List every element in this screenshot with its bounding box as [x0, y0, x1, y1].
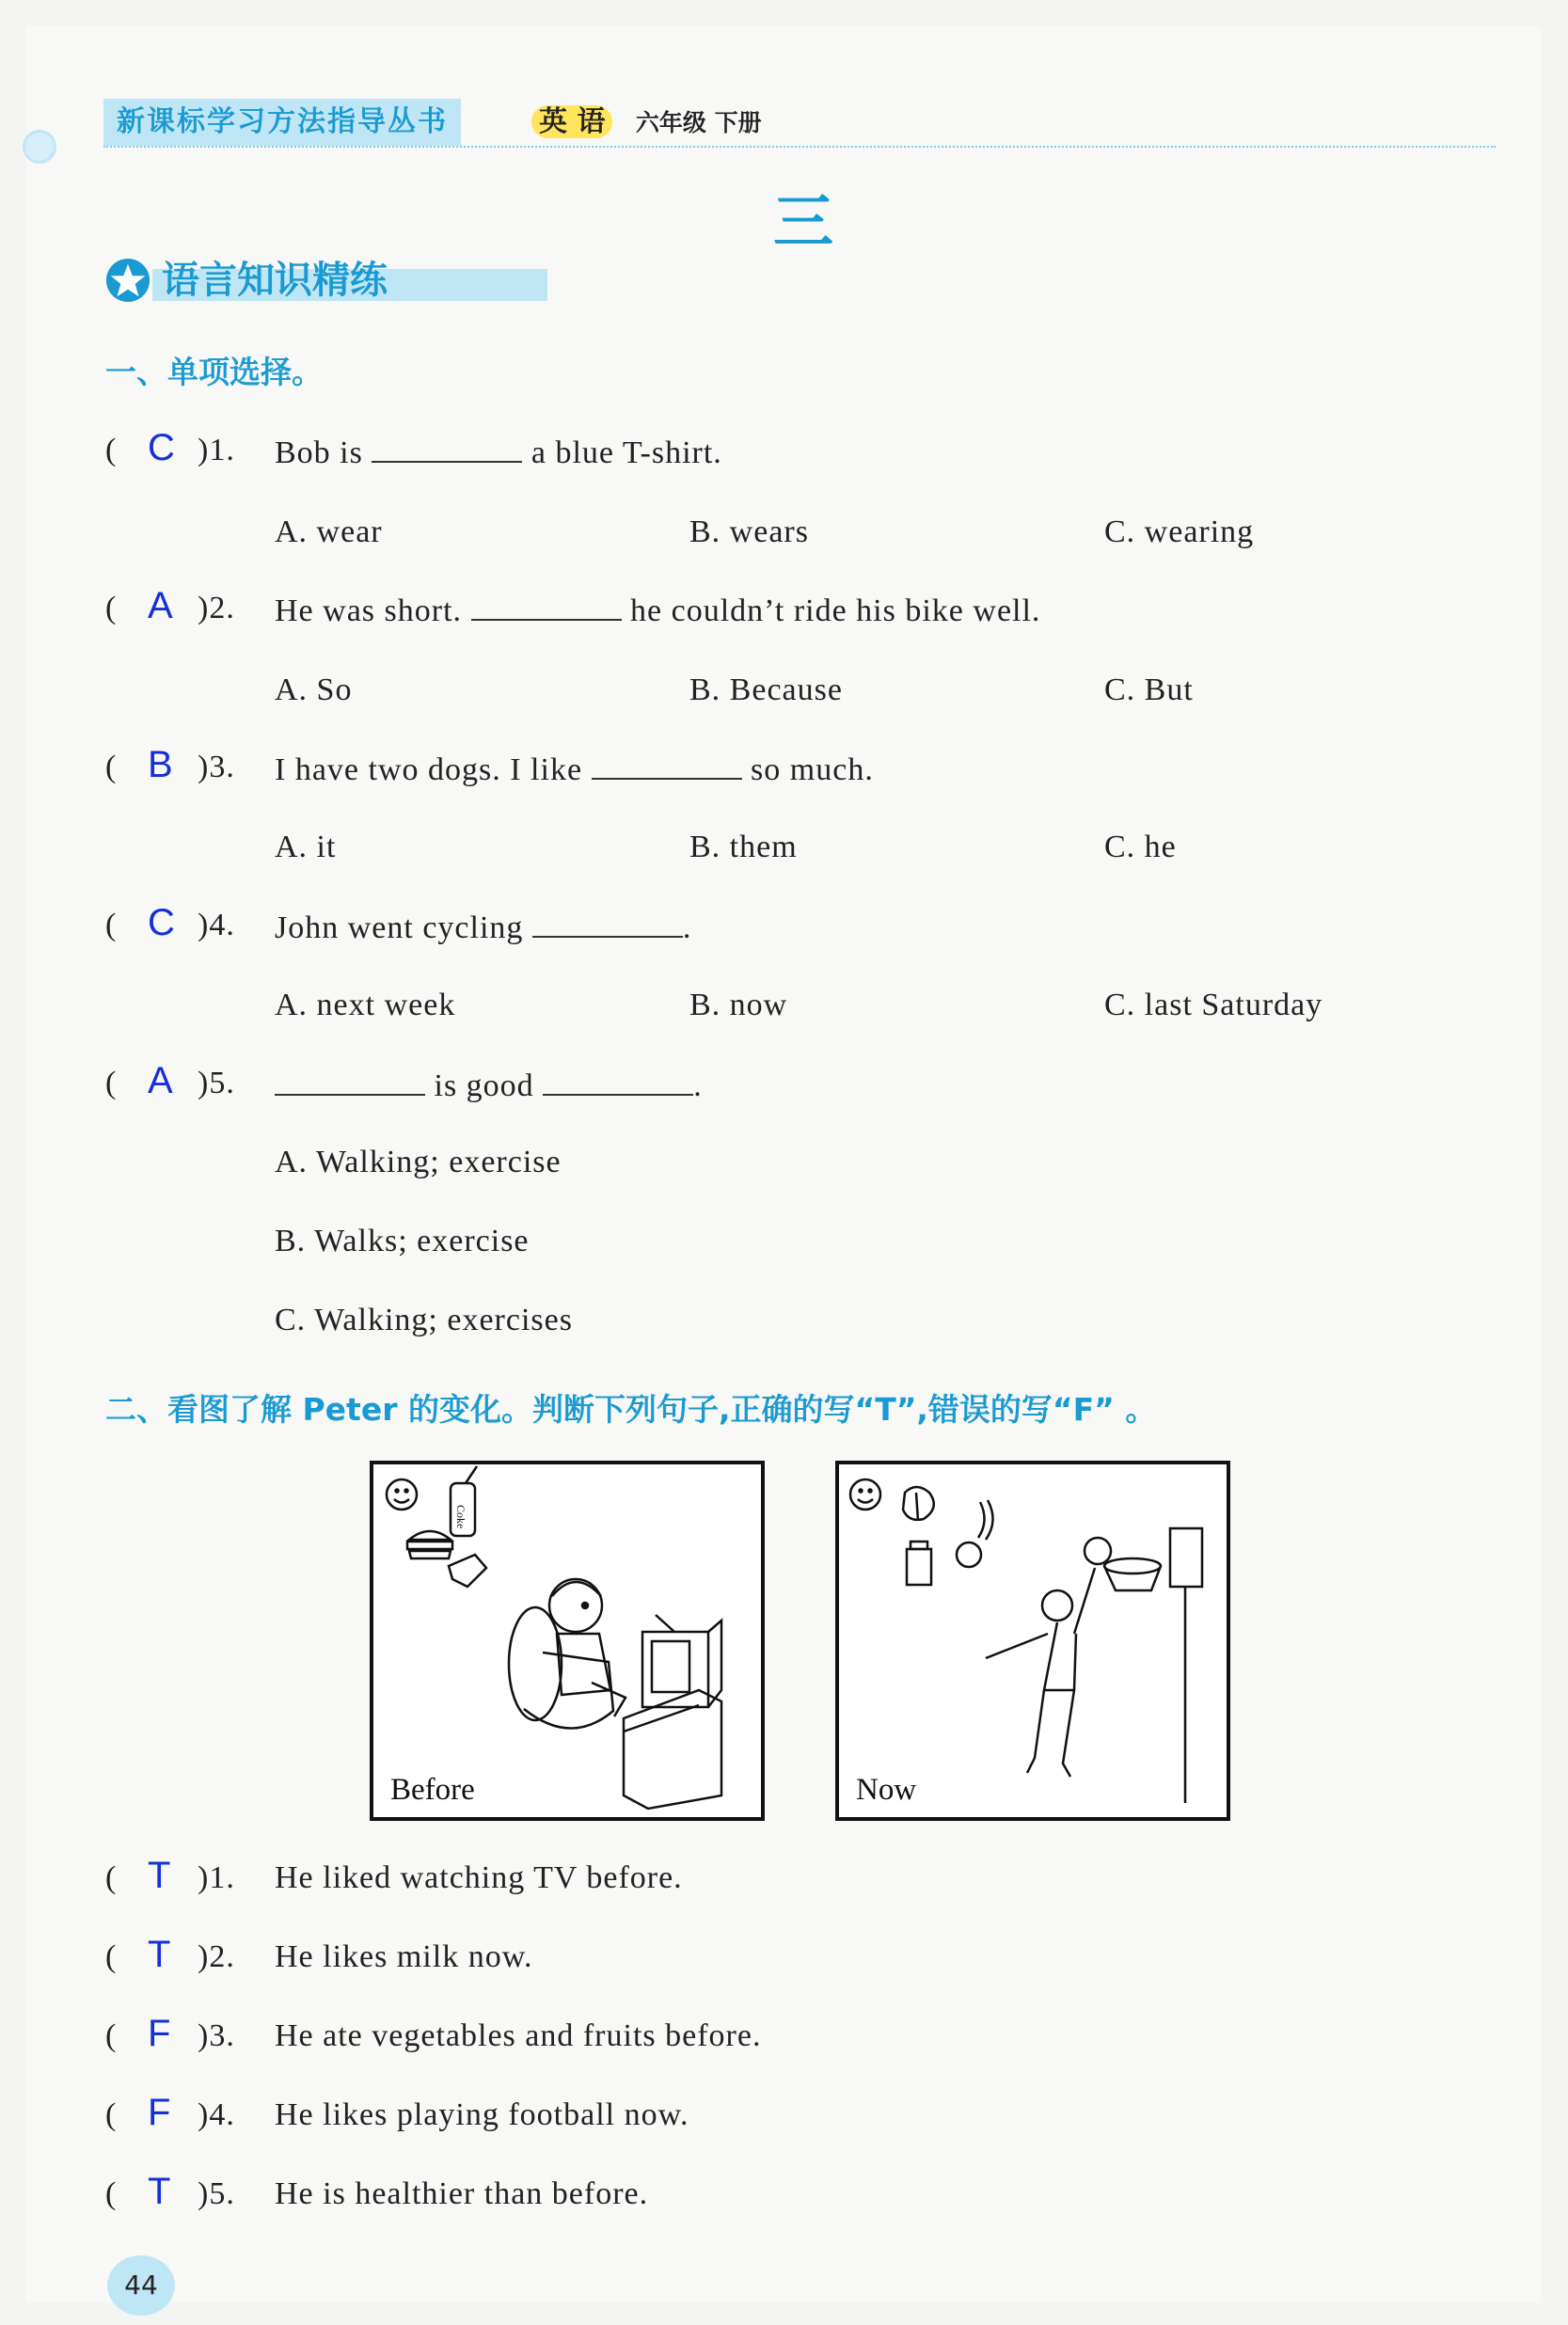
answer: C [148, 902, 176, 943]
question-number: )3. [198, 750, 235, 784]
question-number: )4. [198, 908, 235, 942]
statement-text: He liked watching TV before. [275, 1860, 683, 1895]
before-illustration [373, 1464, 761, 1817]
answer-blank [372, 433, 522, 463]
tf-question-5 [105, 2171, 649, 2212]
mc-question-4 [105, 902, 692, 945]
mc-question-5 [105, 1060, 703, 1103]
open-paren: ( [105, 1860, 118, 1895]
answer-blank [592, 750, 742, 780]
question-text: Bob is a blue T-shirt. [275, 433, 722, 471]
answer: T [148, 1855, 172, 1896]
tf-question-2 [105, 1934, 533, 1975]
header-dot-icon [23, 130, 56, 164]
caption-before: Before [390, 1773, 475, 1807]
tf-question-1 [105, 1855, 683, 1896]
option-b: B. Walks; exercise [275, 1224, 530, 1258]
option-a: A. So [275, 672, 353, 707]
answer: A [148, 585, 174, 626]
picture-now [835, 1461, 1230, 1821]
answer: F [148, 2013, 172, 2054]
question-text: He was short. he couldn’t ride his bike well. [275, 591, 1040, 629]
mc-question-2 [105, 585, 1041, 628]
question-number: )1. [198, 1860, 235, 1895]
question-number: )5. [198, 1066, 235, 1100]
answer: T [148, 2171, 172, 2212]
question-text: I have two dogs. I like so much. [275, 750, 874, 788]
question-number: )2. [198, 591, 235, 625]
grade-label: 六年级 下册 [635, 109, 762, 136]
option-a: A. it [275, 830, 337, 864]
question-text: is good . [275, 1066, 703, 1104]
star-icon [105, 258, 150, 303]
open-paren: ( [105, 908, 118, 942]
question-text: John went cycling . [275, 908, 691, 946]
answer: A [148, 1060, 174, 1101]
open-paren: ( [105, 2018, 118, 2053]
open-paren: ( [105, 1939, 118, 1974]
picture-before [370, 1461, 765, 1821]
answer-blank [275, 1066, 425, 1096]
open-paren: ( [105, 750, 118, 784]
svg-text:Coke: Coke [454, 1505, 467, 1529]
statement-text: He likes milk now. [275, 1939, 533, 1974]
option-a: A. wear [275, 514, 383, 549]
tf-question-4 [105, 2092, 689, 2133]
statement-text: He ate vegetables and fruits before. [275, 2018, 762, 2053]
mc-question-1 [105, 427, 722, 470]
subject-label [531, 99, 762, 147]
answer: T [148, 1934, 172, 1975]
part2-heading: 二、看图了解 Peter 的变化。判断下列句子,正确的写“T”,错误的写“F” 。 [105, 1391, 1157, 1428]
option-b: B. now [689, 988, 788, 1022]
subject-name: 英 语 [531, 105, 612, 138]
option-b: B. them [689, 830, 798, 864]
option-c: C. wearing [1104, 514, 1255, 549]
page-header [103, 99, 1496, 148]
page-number: 44 [107, 2255, 175, 2316]
mc-question-3 [105, 744, 874, 787]
answer-blank [471, 591, 622, 621]
answer: F [148, 2092, 172, 2133]
option-c: C. last Saturday [1104, 988, 1323, 1022]
statement-text: He is healthier than before. [275, 2176, 649, 2211]
caption-now: Now [856, 1773, 917, 1807]
question-number: )5. [198, 2176, 235, 2211]
open-paren: ( [105, 433, 118, 467]
option-a: A. Walking; exercise [275, 1145, 562, 1179]
answer: B [148, 744, 174, 785]
open-paren: ( [105, 2176, 118, 2211]
open-paren: ( [105, 591, 118, 625]
question-number: )4. [198, 2097, 235, 2132]
statement-text: He likes playing football now. [275, 2097, 689, 2132]
now-illustration [839, 1464, 1227, 1817]
option-c: C. he [1104, 830, 1177, 864]
option-b: B. wears [689, 514, 809, 549]
question-number: )3. [198, 2018, 235, 2053]
part1-heading: 一、单项选择。 [105, 354, 323, 390]
section-number: 三 [773, 188, 833, 258]
answer-blank [532, 908, 683, 938]
option-c: C. Walking; exercises [275, 1303, 573, 1337]
option-a: A. next week [275, 988, 456, 1022]
question-number: )1. [198, 433, 235, 467]
question-number: )2. [198, 1939, 235, 1974]
answer-blank [543, 1066, 693, 1096]
book-series-title: 新课标学习方法指导丛书 [103, 99, 461, 146]
open-paren: ( [105, 2097, 118, 2132]
header-divider [103, 146, 1496, 148]
section-title-text: 语言知识精练 [162, 259, 388, 302]
tf-question-3 [105, 2013, 762, 2054]
option-b: B. Because [689, 672, 843, 707]
answer: C [148, 427, 176, 468]
open-paren: ( [105, 1066, 118, 1100]
option-c: C. But [1104, 672, 1194, 707]
